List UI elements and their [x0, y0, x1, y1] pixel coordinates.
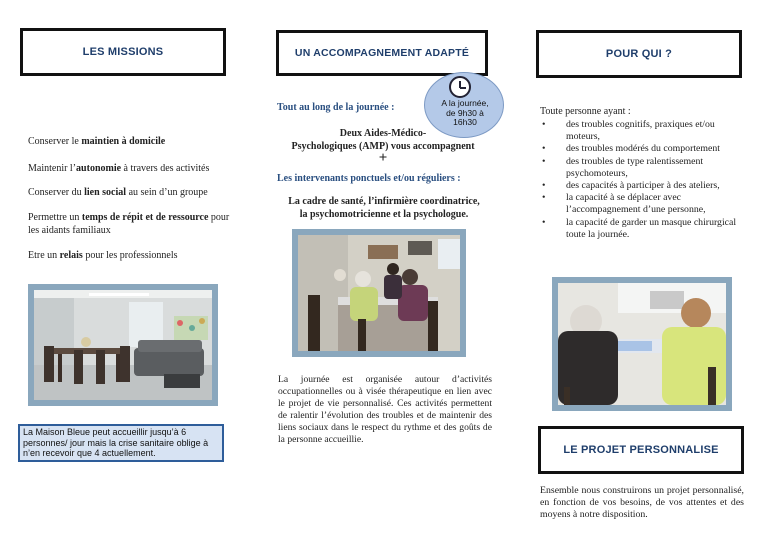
accompagnement-title-box [276, 30, 488, 76]
list-item: • des troubles de type ralentissement psychomoteurs, [540, 156, 738, 180]
activity-photo [292, 229, 466, 357]
hours-line-1: A la journée, [441, 98, 489, 108]
mission-item: Maintenir l’autonomie à travers des activités [28, 163, 210, 174]
staff-text: Deux Aides-Médico- Psychologiques (AMP) vous accompagnent [291, 128, 475, 152]
puzzle-activity-photo [552, 277, 732, 411]
hours-line-3: 16h30 [453, 117, 477, 127]
list-item: • la capacité à se déplacer avec l’accompagnement d’une personne, [540, 192, 738, 216]
mission-item: Conserver du lien social au sein d’un groupe [28, 187, 208, 198]
accompagnement-title: UN ACCOMPAGNEMENT ADAPTÉ [294, 47, 470, 59]
list-item: • des troubles cognitifs, praxiques et/ou moteurs, [540, 119, 738, 143]
pour-qui-intro: Toute personne ayant : [540, 106, 631, 117]
puzzle-activity-image [558, 283, 726, 405]
missions-title: LES MISSIONS [82, 46, 164, 58]
pour-qui-title-box [536, 30, 742, 78]
pour-qui-list [540, 119, 738, 241]
living-room-photo [28, 284, 218, 406]
mission-item: Etre un relais pour les professionnels [28, 250, 178, 261]
list-item: • des capacités à participer à des ateliers, [540, 180, 738, 192]
mission-item: Permettre un temps de répit et de ressource pour les aidants familiaux [28, 212, 230, 236]
mission-item: Conserver le maintien à domicile [28, 136, 166, 147]
list-item: • des troubles modérés du comportement [540, 143, 738, 155]
missions-title-box [20, 28, 226, 76]
plus-sign: + [378, 150, 388, 166]
list-item: • la capacité de garder un masque chirurgical toute la journée. [540, 217, 738, 241]
pour-qui-title: POUR QUI ? [605, 48, 673, 60]
section-intervenants-heading: Les intervenants ponctuels et/ou réguliers : [277, 173, 461, 184]
intervenants-text: La cadre de santé, l’infirmière coordinatrice, la psychomotricienne et la psychologue. [288, 196, 480, 220]
section-journee-heading: Tout au long de la journée : [277, 102, 395, 113]
clock-icon [449, 76, 471, 98]
projet-text: Ensemble nous construirons un projet personnalisé, en fonction de vos besoins, de vos attentes et des moyens à notre disposition. [540, 485, 744, 521]
hours-line-2: de 9h30 à [446, 107, 484, 118]
projet-title-box [538, 426, 744, 474]
projet-title: LE PROJET PERSONNALISE [563, 444, 719, 456]
journee-description: La journée est organisée autour d’activités occupationnelles ou à visée thérapeutique en lien avec le projet de vie personnalisé. Ces activités permettent de ralentir l’évolution des troubles et de maintenir des liens sociaux dans le respect du rythme et des goûts de la personne accueillie. [278, 374, 492, 445]
activity-image [298, 235, 460, 351]
capacity-note: La Maison Bleue peut accueillir jusqu’à 6 personnes/ jour mais la crise sanitaire oblige à n’en recevoir que 4 actuellement. [18, 424, 224, 462]
living-room-image [34, 290, 212, 400]
